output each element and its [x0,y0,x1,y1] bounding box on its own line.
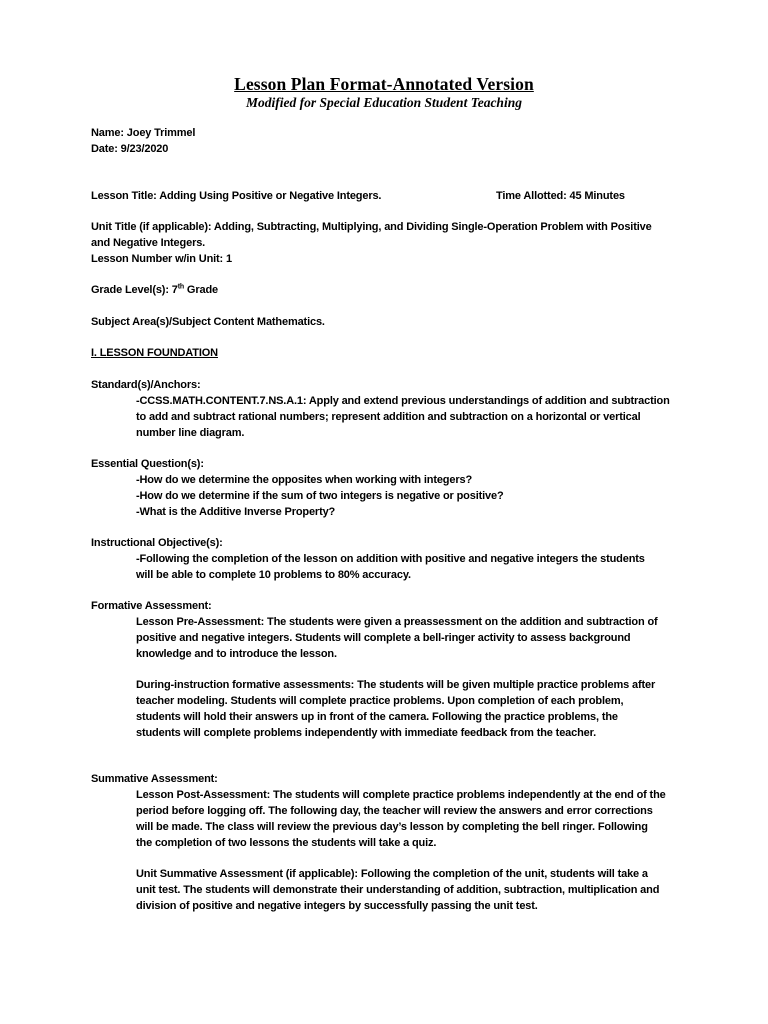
standards-label: Standard(s)/Anchors: [91,379,201,391]
instructional-objective-line: will be able to complete 10 problems to 80% accuracy. [136,569,411,581]
lesson-title: Lesson Title: Adding Using Positive or Negative Integers. [91,190,382,202]
unit-summative-line: Unit Summative Assessment (if applicable): Following the completion of the unit, students will take a [136,868,648,880]
essential-question: -How do we determine the opposites when working with integers? [136,474,473,486]
unit-summative-line: division of positive and negative integers by successfully passing the unit test. [136,900,538,912]
during-instruction-line: During-instruction formative assessments: The students will be given multiple practice problems after [136,679,656,691]
lesson-title-row [91,188,691,204]
subject-area: Subject Area(s)/Subject Content Mathematics. [91,316,325,328]
document-title: Lesson Plan Format-Annotated Version [234,74,534,94]
unit-title-line-2: and Negative Integers. [91,237,206,249]
section-heading: I. LESSON FOUNDATION [91,347,218,359]
grade-level [91,282,218,298]
document-subtitle: Modified for Special Education Student Teaching [246,95,522,110]
name-line: Name: Joey Trimmel [91,127,196,139]
essential-questions-label: Essential Question(s): [91,458,204,470]
standards-line: -CCSS.MATH.CONTENT.7.NS.A.1: Apply and extend previous understandings of addition and subtraction [136,395,670,407]
essential-question: -What is the Additive Inverse Property? [136,506,336,518]
unit-title-line-1: Unit Title (if applicable): Adding, Subtracting, Multiplying, and Dividing Single-Operation Problem with Positive [91,221,652,233]
essential-question: -How do we determine if the sum of two integers is negative or positive? [136,490,504,502]
during-instruction-line: teacher modeling. Students will complete practice problems. Upon completion of each problem, [136,695,624,707]
lesson-number: Lesson Number w/in Unit: 1 [91,253,232,265]
pre-assessment-line: knowledge and to introduce the lesson. [136,648,337,660]
grade-superscript: th [177,283,185,291]
post-assessment-line: will be made. The class will review the previous day’s lesson by completing the bell ringer. Following [136,821,648,833]
post-assessment-line: the completion of two lessons the students will take a quiz. [136,837,437,849]
grade-prefix: Grade Level(s): 7 [91,284,178,296]
during-instruction-line: students will complete problems independently with immediate feedback from the teacher. [136,727,597,739]
summative-assessment-label: Summative Assessment: [91,773,218,785]
post-assessment-line: Lesson Post-Assessment: The students will complete practice problems independently at the end of the [136,789,666,801]
grade-suffix: Grade [184,284,218,296]
pre-assessment-line: Lesson Pre-Assessment: The students were given a preassessment on the addition and subtraction of [136,616,658,628]
post-assessment-line: period before logging off. The following day, the teacher will review the answers and error corrections [136,805,653,817]
pre-assessment-line: positive and negative integers. Students will complete a bell-ringer activity to assess background [136,632,631,644]
standards-line: to add and subtract rational numbers; represent addition and subtraction on a horizontal or vertical [136,411,641,423]
standards-line: number line diagram. [136,427,245,439]
unit-summative-line: unit test. The students will demonstrate their understanding of addition, subtraction, multiplication and [136,884,660,896]
time-allotted: Time Allotted: 45 Minutes [496,190,625,202]
instructional-objectives-label: Instructional Objective(s): [91,537,223,549]
during-instruction-line: students will hold their answers up in front of the camera. Following the practice problems, the [136,711,618,723]
instructional-objective-line: -Following the completion of the lesson on addition with positive and negative integers the students [136,553,645,565]
formative-assessment-label: Formative Assessment: [91,600,212,612]
date-line: Date: 9/23/2020 [91,143,169,155]
